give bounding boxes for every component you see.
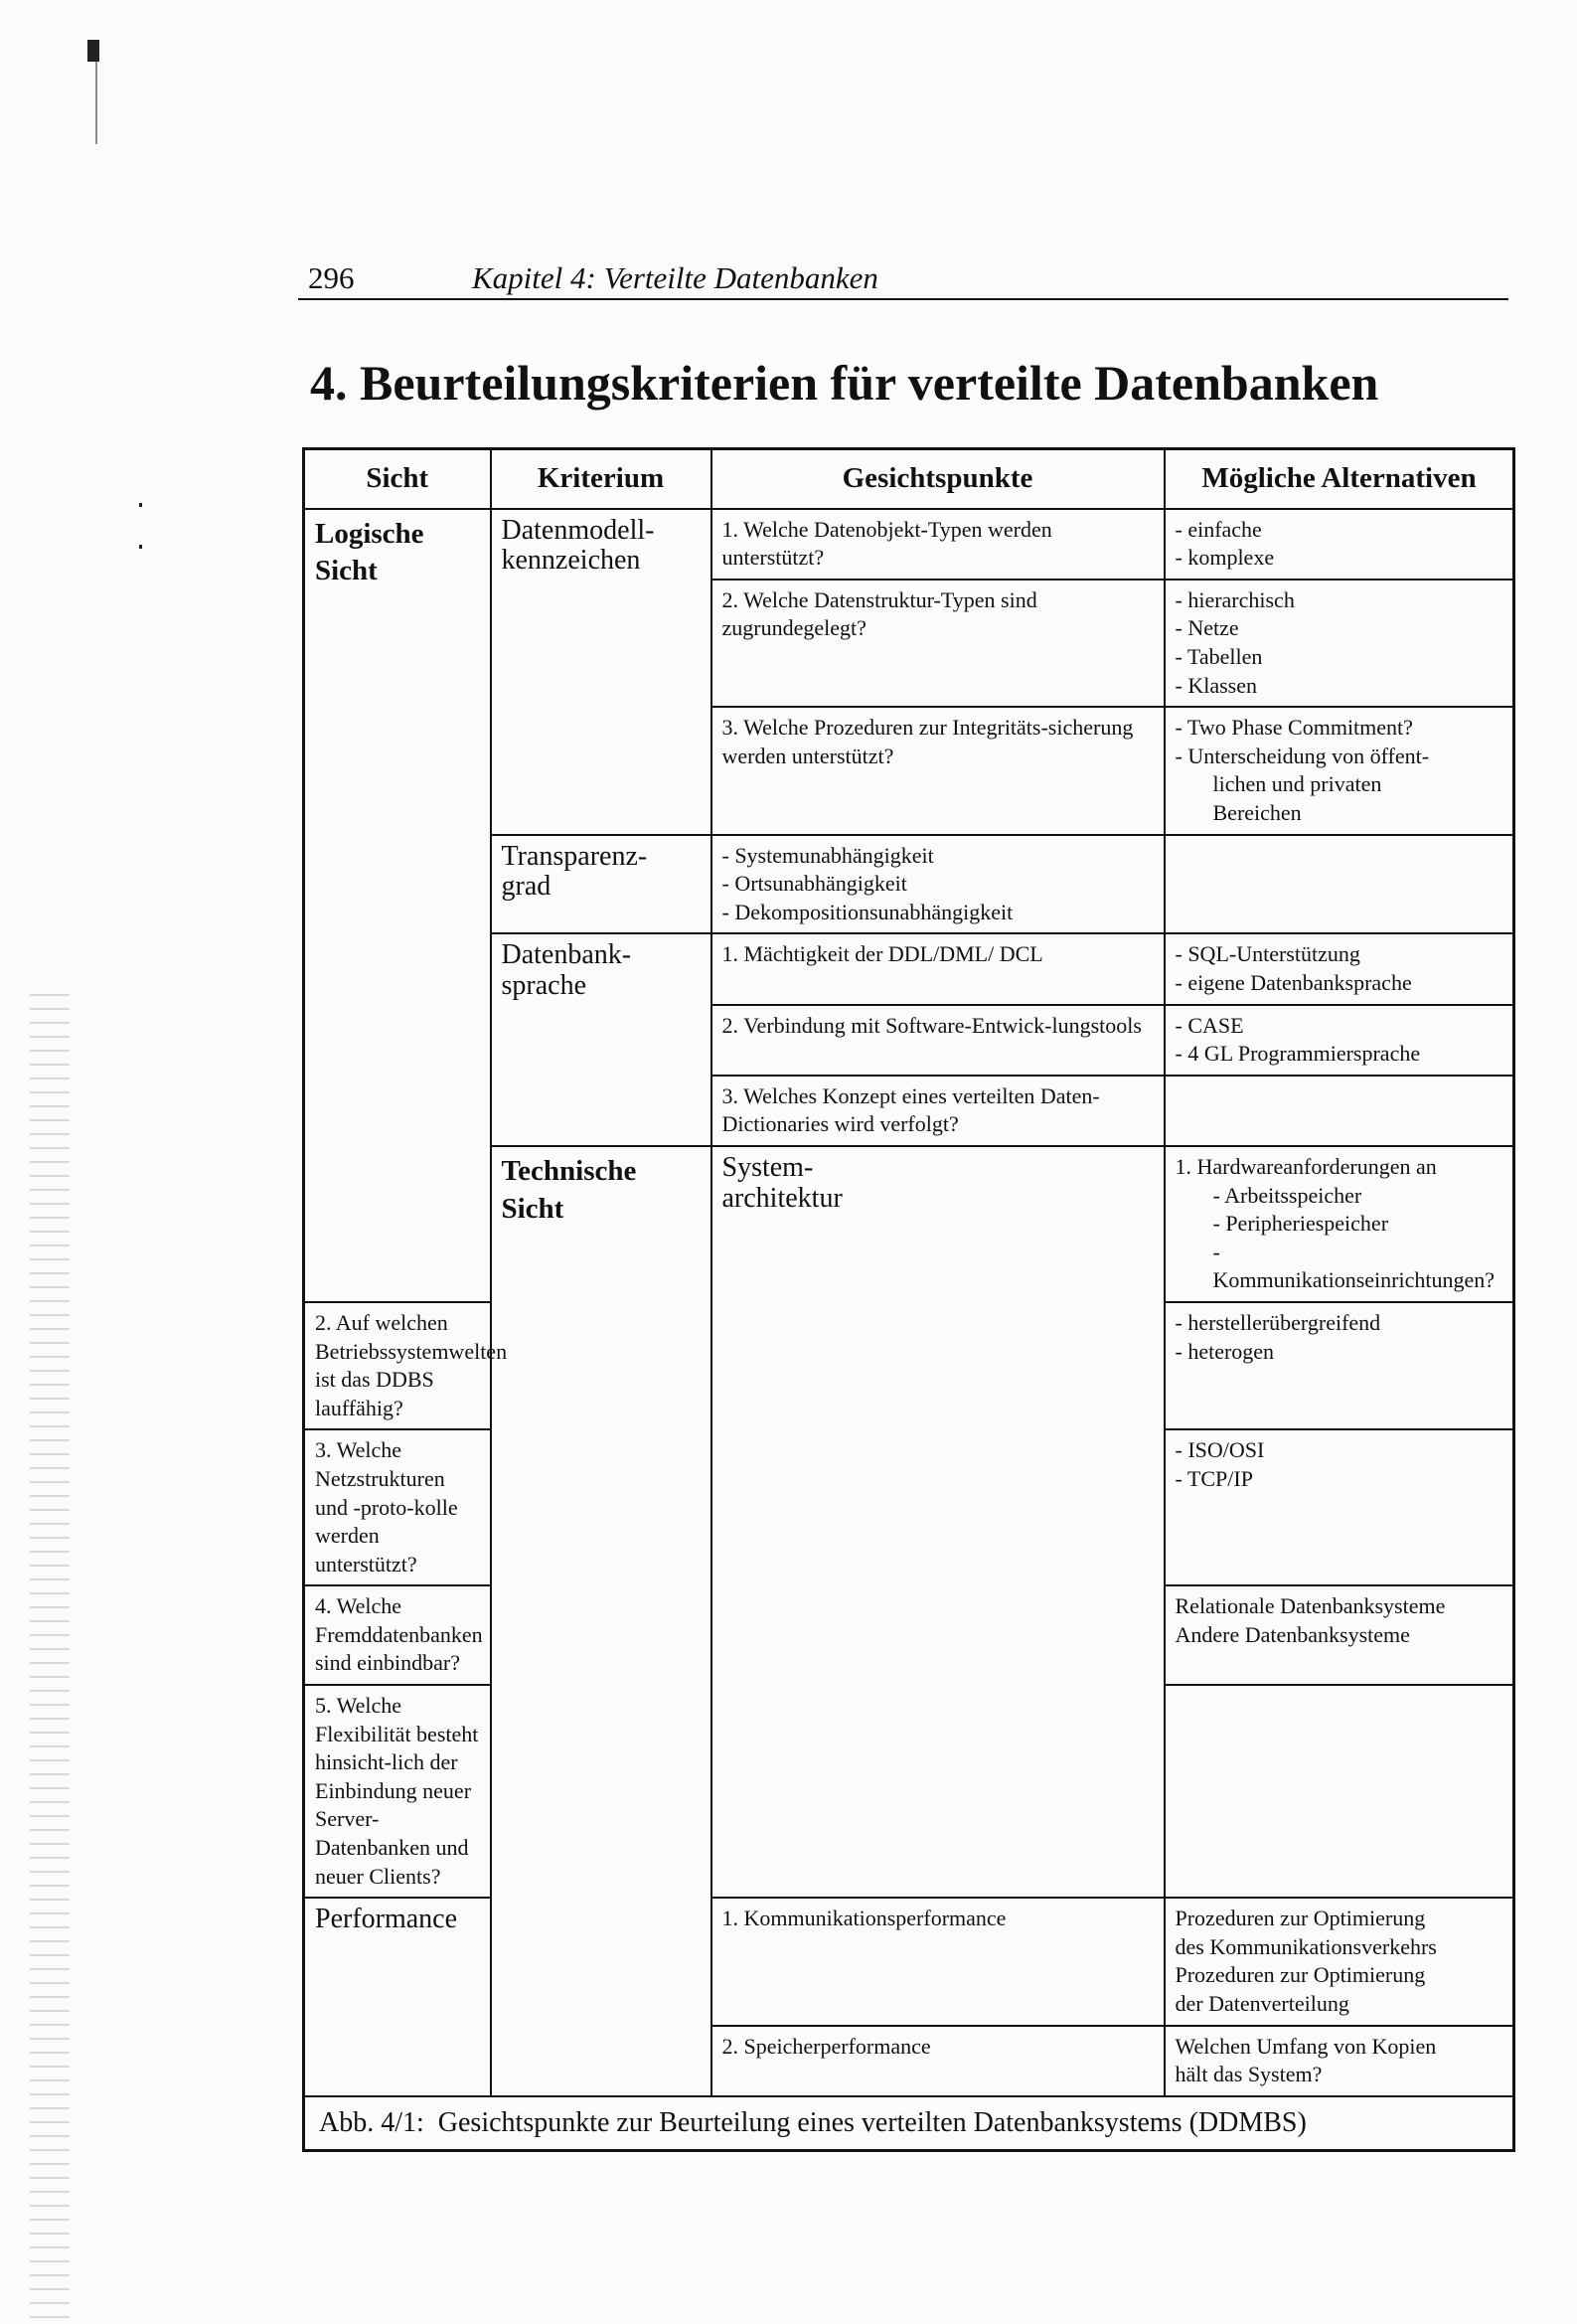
alternativen [1165,933,1514,1004]
page-number: 296 [308,260,355,295]
sicht-line: Sicht [501,1192,564,1225]
chapter-title: Kapitel 4: Verteilte Datenbanken [472,260,878,295]
header-kriterium: Kriterium [491,449,711,509]
gesichtspunkt-line: 1. Hardwareanforderungen an [1175,1153,1437,1179]
alternative: - TCP/IP [1175,1465,1253,1491]
gesichtspunkt-line: - Systemunabhängigkeit [721,842,934,868]
caption-row [304,2096,1514,2151]
sicht-line: Sicht [315,555,378,587]
table-row [304,1898,1514,2025]
gesichtspunkt: 2. Auf welchen Betriebssystemwelten ist das DDBS lauffähig? [304,1302,491,1429]
sicht-technisch [491,1146,711,2096]
alternative: - eigene Datenbanksprache [1175,970,1412,995]
kriterium-line: Datenbank- [501,939,632,971]
alternative: lichen und privaten [1212,771,1382,797]
scan-speck [87,40,99,62]
alternativen [1165,509,1514,580]
kriterium-line: Datenmodell- [501,514,655,546]
caption-text: Gesichtspunkte zur Beurteilung eines verteilten Datenbanksystems (DDMBS) [437,2106,1307,2138]
alternative: - Klassen [1175,672,1257,698]
alternative: - heterogen [1175,1338,1275,1364]
alternativen [1165,1898,1514,2025]
kriterium-line: sprache [501,970,587,1002]
alternative: - Netze [1175,615,1239,641]
alternativen [1165,1302,1514,1429]
alternative: - ISO/OSI [1175,1437,1265,1463]
kriterium-line: Performance [315,1904,458,1935]
kriterium-line: grad [501,871,552,903]
alternativen [1165,1429,1514,1585]
alternative: - Tabellen [1175,644,1263,670]
sicht-line: Logische [315,517,424,550]
gesichtspunkt-line: - Ortsunabhängigkeit [721,871,907,897]
section-heading: 4. Beurteilungskriterien für verteilte Datenbanken [310,355,1379,411]
alternative: - einfache [1175,516,1262,542]
alternativen-empty [1165,1685,1514,1898]
kriterium-line: Transparenz- [501,840,648,872]
alternative: Bereichen [1212,800,1302,826]
scan-edge-shadow [30,994,70,2324]
alternative: Welchen Umfang von Kopien [1175,2033,1437,2059]
alternative: Andere Datenbanksysteme [1175,1621,1410,1647]
gesichtspunkt-line: - Arbeitsspeicher [1212,1182,1362,1208]
gesichtspunkt: 3. Welches Konzept eines verteilten Daten- Dictionaries wird verfolgt? [711,1076,1165,1146]
alternative: - Two Phase Commitment? [1175,715,1413,741]
kriterium-line: System- [721,1151,814,1183]
caption-label: Abb. 4/1: [319,2106,424,2138]
header-gesichtspunkte: Gesichtspunkte [711,449,1165,509]
scan-speck [95,55,97,144]
sicht-logisch [304,509,491,1302]
kriterium-systemarchitektur [711,1146,1165,1898]
header-sicht: Sicht [304,449,491,509]
scan-speck [139,503,142,507]
gesichtspunkt: 3. Welche Netzstrukturen und -proto-kolle werden unterstützt? [304,1429,491,1585]
alternative: hält das System? [1175,2062,1323,2087]
table-row [304,509,1514,580]
alternative: Relationale Datenbanksysteme [1175,1593,1446,1619]
scan-speck [139,545,142,549]
gesichtspunkt-line: - Peripheriespeicher [1212,1211,1389,1237]
alternative: der Datenverteilung [1175,1991,1349,2016]
kriterium-transparenz [491,835,711,934]
alternativen [1165,2026,1514,2096]
gesichtspunkt: 2. Verbindung mit Software-Entwick-lungstools [711,1005,1165,1076]
running-head [298,260,1508,300]
gesichtspunkt: 4. Welche Fremddatenbanken sind einbindbar? [304,1585,491,1685]
alternative: - komplexe [1175,545,1275,571]
table-header-row [304,449,1514,509]
gesichtspunkt-line: - Dekompositionsunabhängigkeit [721,899,1014,924]
alternativen [1165,707,1514,834]
alternative: - CASE [1175,1012,1244,1038]
figure-caption [304,2096,1514,2151]
kriterium-datenmodell [491,509,711,835]
kriterium-line: kennzeichen [501,545,641,577]
sicht-line: Technische [501,1154,637,1187]
alternativen [1165,580,1514,707]
header-alternativen: Mögliche Alternativen [1165,449,1514,509]
alternativen-empty [1165,835,1514,934]
gesichtspunkt: 2. Speicherperformance [711,2026,1165,2096]
gesichtspunkt: 3. Welche Prozeduren zur Integritäts-sicherung werden unterstützt? [711,707,1165,834]
alternative: Prozeduren zur Optimierung [1175,1962,1426,1988]
kriterium-line: architektur [721,1182,843,1214]
gesichtspunkt: 1. Mächtigkeit der DDL/DML/ DCL [711,933,1165,1004]
alternativen [1165,1005,1514,1076]
alternative: des Kommunikationsverkehrs [1175,1933,1437,1959]
gesichtspunkt: 2. Welche Datenstruktur-Typen sind zugrundegelegt? [711,580,1165,707]
gesichtspunkt: 1. Kommunikationsperformance [711,1898,1165,2025]
gesichtspunkt [711,835,1165,934]
alternative: - Unterscheidung von öffent- [1175,743,1430,768]
gesichtspunkt [1165,1146,1514,1302]
kriterium-performance [304,1898,491,2096]
gesichtspunkt-line: - Kommunikationseinrichtungen? [1212,1239,1495,1293]
gesichtspunkt: 5. Welche Flexibilität besteht hinsicht-lich der Einbindung neuer Server-Datenbanken und neuer Clients? [304,1685,491,1898]
alternative: - hierarchisch [1175,586,1295,612]
alternative: - SQL-Unterstützung [1175,941,1360,967]
alternativen-empty [1165,1076,1514,1146]
alternative: - herstellerübergreifend [1175,1309,1381,1335]
alternativen [1165,1585,1514,1685]
alternative: Prozeduren zur Optimierung [1175,1906,1426,1931]
alternative: - 4 GL Programmiersprache [1175,1041,1421,1067]
criteria-table [302,447,1515,2152]
gesichtspunkt: 1. Welche Datenobjekt-Typen werden unterstützt? [711,509,1165,580]
kriterium-datenbanksprache [491,933,711,1146]
